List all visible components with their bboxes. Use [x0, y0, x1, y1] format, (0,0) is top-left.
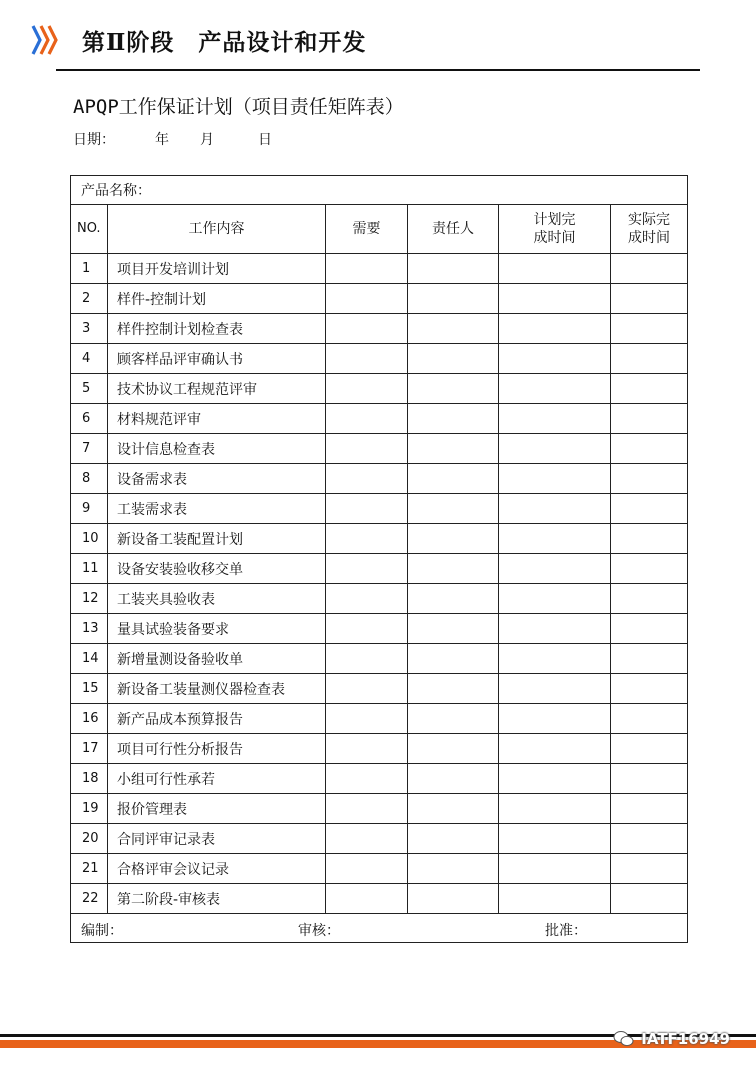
actual-time-cell [611, 854, 688, 884]
actual-time-cell [611, 734, 688, 764]
actual-time-cell [611, 314, 688, 344]
need-cell [326, 884, 408, 914]
need-cell [326, 764, 408, 794]
task-content: 顾客样品评审确认书 [108, 344, 326, 374]
planned-time-cell [499, 794, 611, 824]
row-number: 13 [71, 614, 108, 644]
table-row [71, 554, 688, 584]
table-row [71, 404, 688, 434]
owner-cell [408, 734, 499, 764]
need-cell [326, 464, 408, 494]
row-number: 19 [71, 794, 108, 824]
planned-time-cell [499, 404, 611, 434]
actual-time-cell [611, 434, 688, 464]
task-content: 新产品成本预算报告 [108, 704, 326, 734]
planned-time-cell [499, 614, 611, 644]
need-cell [326, 404, 408, 434]
need-cell [326, 644, 408, 674]
header-actual-line1: 实际完 [628, 212, 670, 228]
planned-time-cell [499, 434, 611, 464]
row-number: 18 [71, 764, 108, 794]
need-cell [326, 824, 408, 854]
task-content: 样件控制计划检查表 [108, 314, 326, 344]
table-row [71, 884, 688, 914]
actual-time-cell [611, 884, 688, 914]
actual-time-cell [611, 614, 688, 644]
header-actual-line2: 成时间 [628, 230, 670, 246]
table-row [71, 704, 688, 734]
need-cell [326, 254, 408, 284]
row-number: 4 [71, 344, 108, 374]
approved-by-label: 批准： [545, 923, 587, 939]
row-number: 10 [71, 524, 108, 554]
task-content: 工装需求表 [108, 494, 326, 524]
owner-cell [408, 884, 499, 914]
planned-time-cell [499, 704, 611, 734]
task-content: 设备安装验收移交单 [108, 554, 326, 584]
task-content: 设备需求表 [108, 464, 326, 494]
watermark-text: IATF16949 [641, 1030, 730, 1048]
need-cell [326, 854, 408, 884]
signature-row [71, 914, 688, 943]
header-planned-line1: 计划完 [533, 212, 576, 228]
owner-cell [408, 674, 499, 704]
task-content: 项目开发培训计划 [108, 254, 326, 284]
row-number: 17 [71, 734, 108, 764]
actual-time-cell [611, 284, 688, 314]
row-number: 22 [71, 884, 108, 914]
row-number: 2 [71, 284, 108, 314]
owner-cell [408, 554, 499, 584]
planned-time-cell [499, 464, 611, 494]
task-content: 量具试验装备要求 [108, 614, 326, 644]
owner-cell [408, 464, 499, 494]
signature-cell [71, 914, 688, 943]
table-row [71, 374, 688, 404]
product-name-label: 产品名称： [71, 176, 688, 205]
need-cell [326, 524, 408, 554]
row-number: 15 [71, 674, 108, 704]
task-content: 新设备工装配置计划 [108, 524, 326, 554]
table-row [71, 344, 688, 374]
day-label: 日 [258, 132, 272, 148]
task-content: 新增量测设备验收单 [108, 644, 326, 674]
header-owner: 责任人 [408, 205, 499, 254]
watermark [613, 1030, 730, 1048]
planned-time-cell [499, 734, 611, 764]
actual-time-cell [611, 344, 688, 374]
actual-time-cell [611, 554, 688, 584]
actual-time-cell [611, 584, 688, 614]
task-content: 新设备工装量测仪器检查表 [108, 674, 326, 704]
chevron-logo-icon [30, 22, 60, 58]
owner-cell [408, 584, 499, 614]
row-number: 7 [71, 434, 108, 464]
task-content: 报价管理表 [108, 794, 326, 824]
need-cell [326, 554, 408, 584]
row-number: 21 [71, 854, 108, 884]
owner-cell [408, 434, 499, 464]
owner-cell [408, 614, 499, 644]
owner-cell [408, 644, 499, 674]
header-actual-time [611, 205, 688, 254]
document-title: APQP工作保证计划（项目责任矩阵表） [73, 96, 404, 118]
actual-time-cell [611, 494, 688, 524]
row-number: 1 [71, 254, 108, 284]
task-content: 技术协议工程规范评审 [108, 374, 326, 404]
planned-time-cell [499, 494, 611, 524]
header-divider [56, 69, 700, 71]
need-cell [326, 614, 408, 644]
table-row [71, 584, 688, 614]
owner-cell [408, 494, 499, 524]
need-cell [326, 434, 408, 464]
row-number: 20 [71, 824, 108, 854]
owner-cell [408, 404, 499, 434]
row-number: 16 [71, 704, 108, 734]
planned-time-cell [499, 764, 611, 794]
need-cell [326, 674, 408, 704]
row-number: 11 [71, 554, 108, 584]
table-row [71, 314, 688, 344]
table-row [71, 734, 688, 764]
actual-time-cell [611, 674, 688, 704]
planned-time-cell [499, 344, 611, 374]
row-number: 6 [71, 404, 108, 434]
owner-cell [408, 314, 499, 344]
table-row [71, 254, 688, 284]
planned-time-cell [499, 644, 611, 674]
need-cell [326, 284, 408, 314]
owner-cell [408, 374, 499, 404]
header-need: 需要 [326, 205, 408, 254]
actual-time-cell [611, 464, 688, 494]
header-planned-time [499, 205, 611, 254]
actual-time-cell [611, 644, 688, 674]
planned-time-cell [499, 674, 611, 704]
actual-time-cell [611, 404, 688, 434]
task-content: 样件-控制计划 [108, 284, 326, 314]
actual-time-cell [611, 824, 688, 854]
owner-cell [408, 254, 499, 284]
planned-time-cell [499, 524, 611, 554]
header-no: NO. [71, 205, 108, 254]
planned-time-cell [499, 284, 611, 314]
section-title: 第Ⅱ阶段 产品设计和开发 [82, 29, 367, 56]
planned-time-cell [499, 374, 611, 404]
row-number: 14 [71, 644, 108, 674]
table-header-row [71, 205, 688, 254]
product-name-row [71, 176, 688, 205]
planned-time-cell [499, 584, 611, 614]
reviewed-by-label: 审核： [298, 923, 340, 939]
table-row [71, 854, 688, 884]
planned-time-cell [499, 254, 611, 284]
task-content: 项目可行性分析报告 [108, 734, 326, 764]
owner-cell [408, 794, 499, 824]
owner-cell [408, 824, 499, 854]
actual-time-cell [611, 524, 688, 554]
task-content: 小组可行性承若 [108, 764, 326, 794]
owner-cell [408, 854, 499, 884]
task-content: 工装夹具验收表 [108, 584, 326, 614]
planned-time-cell [499, 554, 611, 584]
actual-time-cell [611, 794, 688, 824]
planned-time-cell [499, 854, 611, 884]
table-row [71, 524, 688, 554]
need-cell [326, 794, 408, 824]
need-cell [326, 584, 408, 614]
actual-time-cell [611, 704, 688, 734]
task-content: 第二阶段-审核表 [108, 884, 326, 914]
table-row [71, 764, 688, 794]
table-row [71, 794, 688, 824]
month-label: 月 [200, 132, 214, 148]
need-cell [326, 734, 408, 764]
owner-cell [408, 704, 499, 734]
wechat-icon [613, 1030, 635, 1048]
date-label: 日期： [73, 132, 115, 148]
actual-time-cell [611, 254, 688, 284]
row-number: 3 [71, 314, 108, 344]
task-content: 合同评审记录表 [108, 824, 326, 854]
owner-cell [408, 284, 499, 314]
table-row [71, 674, 688, 704]
need-cell [326, 704, 408, 734]
table-row [71, 434, 688, 464]
planned-time-cell [499, 314, 611, 344]
year-label: 年 [155, 132, 169, 148]
owner-cell [408, 524, 499, 554]
table-row [71, 284, 688, 314]
row-number: 9 [71, 494, 108, 524]
table-row [71, 494, 688, 524]
planned-time-cell [499, 824, 611, 854]
table-row [71, 644, 688, 674]
actual-time-cell [611, 764, 688, 794]
need-cell [326, 374, 408, 404]
table-row [71, 614, 688, 644]
table-row [71, 824, 688, 854]
owner-cell [408, 764, 499, 794]
header-planned-line2: 成时间 [533, 230, 576, 246]
row-number: 8 [71, 464, 108, 494]
task-content: 材料规范评审 [108, 404, 326, 434]
actual-time-cell [611, 374, 688, 404]
row-number: 5 [71, 374, 108, 404]
need-cell [326, 344, 408, 374]
row-number: 12 [71, 584, 108, 614]
need-cell [326, 494, 408, 524]
responsibility-matrix-table [70, 175, 688, 943]
task-content: 设计信息检查表 [108, 434, 326, 464]
prepared-by-label: 编制： [81, 923, 123, 939]
task-content: 合格评审会议记录 [108, 854, 326, 884]
planned-time-cell [499, 884, 611, 914]
owner-cell [408, 344, 499, 374]
header-content: 工作内容 [108, 205, 326, 254]
need-cell [326, 314, 408, 344]
table-body [71, 254, 688, 914]
table-row [71, 464, 688, 494]
